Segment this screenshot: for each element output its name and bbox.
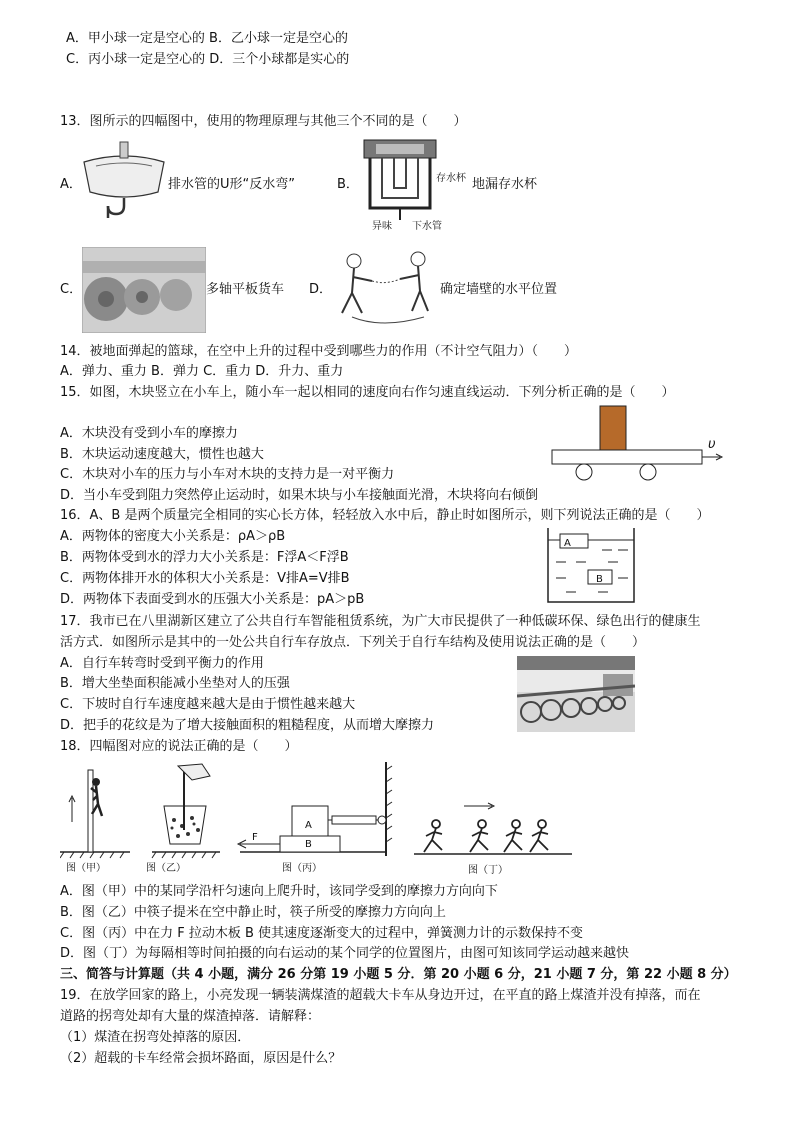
- q13-a-caption: 排水管的U形“反水弯”: [168, 177, 295, 192]
- q19-stem-1: 19．在放学回家的路上，小亮发现一辆装满煤渣的超载大卡车从身边开过，在平直的路上煤渣并没有掉落，而在: [60, 988, 701, 1003]
- q16-option-b: B．两物体受到水的浮力大小关系是：F浮A＜F浮B: [60, 550, 349, 565]
- q13-b-letter: B．: [337, 177, 359, 192]
- q18-option-c: C．图（丙）中在力 F 拉动木板 B 使其速度逐渐变大的过程中，弹簧测力计的示数保持不变: [60, 926, 584, 941]
- floating-blocks-figure: [546, 526, 638, 604]
- q18-figures: [60, 760, 580, 864]
- q16-box-a: A: [564, 538, 571, 549]
- q18-option-b: B．图（乙）中筷子提米在空中静止时，筷子所受的摩擦力方向向上: [60, 905, 446, 920]
- bicycle-station-photo: [517, 656, 635, 732]
- cart-block-figure: [548, 404, 728, 484]
- q15-stem: 15．如图，木块竖立在小车上，随小车一起以相同的速度向右作匀速直线运动．下列分析正确的是（ ）: [60, 385, 675, 400]
- q19-stem-2: 道路的拐弯处却有大量的煤渣掉落．请解释：: [60, 1009, 321, 1024]
- q16-stem: 16．A、B 是两个质量完全相同的实心长方体，轻轻放入水中后，静止时如图所示，则下列说法正确的是（ ）: [60, 508, 710, 523]
- floor-drain-figure: [360, 136, 440, 220]
- flatbed-truck-photo: [82, 247, 206, 333]
- q18-box-a: A: [305, 820, 312, 831]
- q14-stem: 14．被地面弹起的篮球，在空中上升的过程中受到哪些力的作用（不计空气阻力）（ ）: [60, 344, 578, 359]
- wall-level-figure: [332, 247, 438, 331]
- q13-stem: 13．图所示的四幅图中，使用的物理原理与其他三个不同的是（ ）: [60, 114, 467, 129]
- q12-options-ab: A．甲小球一定是空心的 B．乙小球一定是空心的: [66, 31, 348, 46]
- q19-part-1: （1）煤渣在拐弯处掉落的原因．: [60, 1030, 251, 1045]
- q18-fig-ding: 图（丁）: [468, 865, 508, 876]
- q15-option-d: D．当小车受到阻力突然停止运动时，如果木块与小车接触面光滑，木块将向右倾倒: [60, 488, 539, 503]
- q18-option-d: D．图（丁）为每隔相等时间拍摄的向右运动的某个同学的位置图片，由图可知该同学运动越来越快: [60, 946, 630, 961]
- q18-stem: 18．四幅图对应的说法正确的是（ ）: [60, 739, 298, 754]
- q16-box-b: B: [596, 574, 603, 585]
- q17-option-d: D．把手的花纹是为了增大接触面积的粗糙程度，从而增大摩擦力: [60, 718, 435, 733]
- q17-stem-2: 活方式．如图所示是其中的一处公共自行车存放点．下列关于自行车结构及使用说法正确的是（ ）: [60, 635, 646, 650]
- washbasin-figure: [80, 140, 168, 230]
- q13-b-label-cup: 存水杯: [436, 173, 466, 184]
- q18-fig-yi: 图（乙）: [146, 863, 186, 874]
- q18-force-f: F: [252, 832, 258, 843]
- q16-option-d: D．两物体下表面受到水的压强大小关系是：pA＞pB: [60, 592, 365, 607]
- q19-part-2: （2）超载的卡车经常会损坏路面，原因是什么？: [60, 1051, 342, 1066]
- q18-fig-bing: 图（丙）: [282, 863, 322, 874]
- q15-option-b: B．木块运动速度越大，惯性也越大: [60, 447, 264, 462]
- q17-option-c: C．下坡时自行车速度越来越大是由于惯性越来越大: [60, 697, 356, 712]
- q13-b-label-odor: 异味: [372, 221, 392, 232]
- q13-c-letter: C．: [60, 282, 83, 297]
- q13-d-letter: D．: [309, 282, 333, 297]
- q16-option-c: C．两物体排开水的体积大小关系是：V排A=V排B: [60, 571, 350, 586]
- q15-velocity-label: υ: [708, 437, 716, 452]
- q18-fig-jia: 图（甲）: [66, 863, 106, 874]
- section-3-heading: 三、简答与计算题（共 4 小题，满分 26 分第 19 小题 5 分．第 20 小题 6 分，21 小题 7 分，第 22 小题 8 分）: [60, 967, 737, 982]
- q17-option-b: B．增大坐垫面积能减小坐垫对人的压强: [60, 676, 290, 691]
- q14-options: A．弹力、重力 B．弹力 C．重力 D．升力、重力: [60, 364, 344, 379]
- q17-stem-1: 17．我市已在八里湖新区建立了公共自行车智能租赁系统，为广大市民提供了一种低碳环保、绿色出行的健康生: [60, 614, 701, 629]
- q12-options-cd: C．丙小球一定是空心的 D．三个小球都是实心的: [66, 52, 350, 67]
- q13-c-caption: 多轴平板货车: [206, 282, 285, 297]
- q18-option-a: A．图（甲）中的某同学沿杆匀速向上爬升时，该同学受到的摩擦力方向向下: [60, 884, 498, 899]
- q18-box-b: B: [305, 839, 312, 850]
- q13-b-caption: 地漏存水杯: [472, 177, 538, 192]
- q15-option-c: C．木块对小车的压力与小车对木块的支持力是一对平衡力: [60, 467, 395, 482]
- q16-option-a: A．两物体的密度大小关系是：ρA＞ρB: [60, 529, 286, 544]
- q17-option-a: A．自行车转弯时受到平衡力的作用: [60, 656, 264, 671]
- q13-b-label-pipe: 下水管: [412, 221, 442, 232]
- q15-option-a: A．木块没有受到小车的摩擦力: [60, 426, 238, 441]
- q13-d-caption: 确定墙壁的水平位置: [440, 282, 558, 297]
- q13-a-letter: A．: [60, 177, 82, 192]
